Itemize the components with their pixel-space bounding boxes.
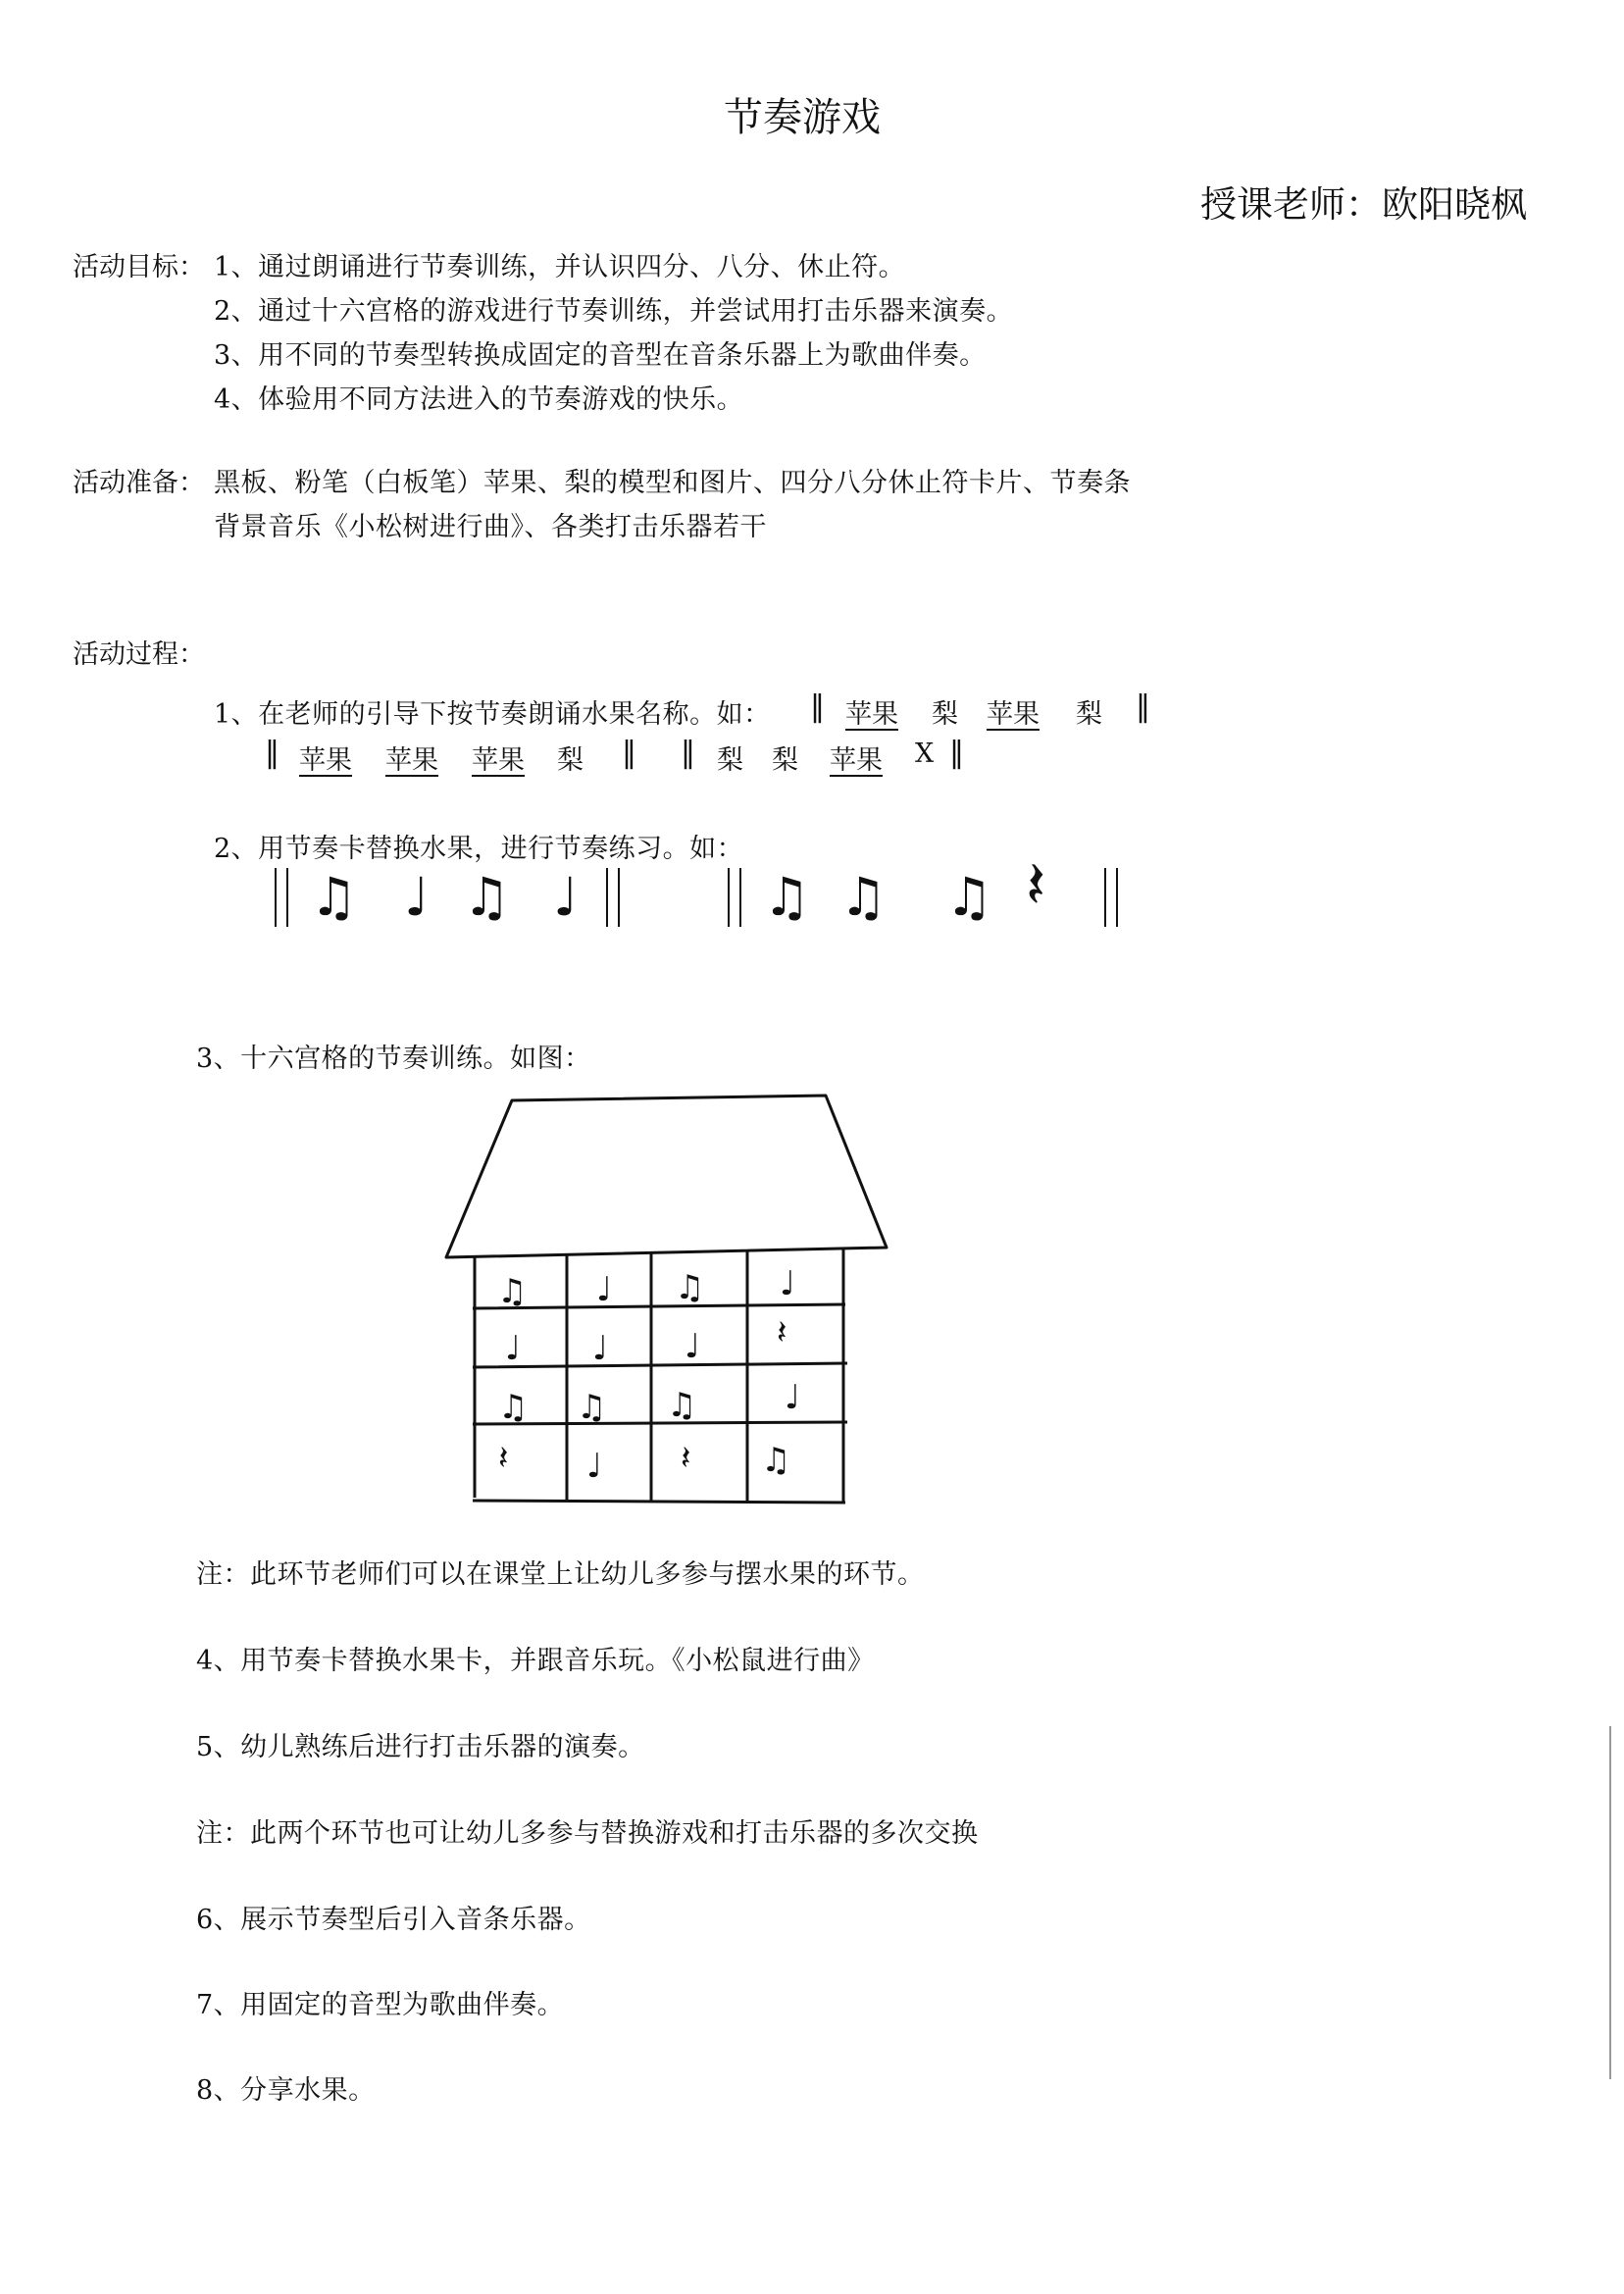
teacher-line <box>1200 175 1527 228</box>
chant-word: 梨 <box>932 699 958 730</box>
eighth-pair-icon: ♫ <box>463 866 511 928</box>
step8-text: 8、分享水果。 <box>196 2075 376 2106</box>
step1-text: 1、在老师的引导下按节奏朗诵水果名称。如： <box>214 699 771 730</box>
rhythm-barline <box>606 868 620 927</box>
goal-item-2: 2、通过十六宫格的游戏进行节奏训练，并尝试用打击乐器来演奏。 <box>214 296 1014 327</box>
grid-cell: ♩ <box>505 1329 522 1368</box>
grid-cell: ♫ <box>675 1268 705 1307</box>
grid-cell: ♩ <box>785 1378 801 1417</box>
barline: ‖ <box>681 736 695 770</box>
barline: ‖ <box>949 736 964 770</box>
grid-cell: ♩ <box>685 1327 701 1366</box>
step6-text: 6、展示节奏型后引入音条乐器。 <box>196 1905 591 1935</box>
prep-line-1: 黑板、粉笔（白板笔）苹果、梨的模型和图片、四分八分休止符卡片、节奏条 <box>214 468 1131 498</box>
chant-word: 苹果 <box>299 745 352 776</box>
rhythm-barline <box>275 868 288 927</box>
teacher-name: 欧阳晓枫 <box>1382 183 1527 226</box>
chant-word: 苹果 <box>385 745 438 776</box>
goal-item-4: 4、体验用不同方法进入的节奏游戏的快乐。 <box>214 384 744 415</box>
step4-text: 4、用节奏卡替换水果卡，并跟音乐玩。《小松鼠进行曲》 <box>196 1646 875 1676</box>
grid-cell: ♫ <box>497 1272 528 1311</box>
chant-word: 苹果 <box>845 699 898 730</box>
grid-cell: 𝄽 <box>777 1313 787 1352</box>
grid-cell: ♩ <box>592 1329 609 1368</box>
goals-label: 活动目标： <box>73 252 205 282</box>
grid-cell: ♩ <box>586 1447 603 1486</box>
chant-word: 苹果 <box>472 745 525 776</box>
grid-cell: ♫ <box>498 1388 529 1427</box>
grid-cell: ♩ <box>596 1270 613 1309</box>
grid-cell: 𝄽 <box>498 1439 509 1478</box>
page-title: 节奏游戏 <box>724 95 881 140</box>
grid-cell: ♫ <box>577 1388 607 1427</box>
chant-word: 梨 <box>1076 699 1102 730</box>
eighth-pair-icon: ♫ <box>310 866 358 928</box>
chant-word: 梨 <box>717 745 743 776</box>
goal-item-1: 1、通过朗诵进行节奏训练，并认识四分、八分、休止符。 <box>214 252 906 282</box>
rhythm-barline <box>728 868 741 927</box>
step3-text: 3、十六宫格的节奏训练。如图： <box>196 1044 591 1074</box>
barline: ‖ <box>810 689 825 724</box>
barline: ‖ <box>1136 689 1150 724</box>
quarter-note-icon: ♩ <box>553 866 579 928</box>
quarter-note-icon: ♩ <box>404 866 430 928</box>
teacher-label: 授课老师： <box>1200 183 1382 226</box>
scan-edge-line <box>1609 1726 1611 2079</box>
prep-label: 活动准备： <box>73 468 205 498</box>
chant-word: X <box>915 739 935 769</box>
barline: ‖ <box>622 736 636 770</box>
barline: ‖ <box>265 736 279 770</box>
chant-word: 苹果 <box>987 699 1040 730</box>
grid-cell: ♫ <box>761 1441 791 1480</box>
step2-text: 2、用节奏卡替换水果，进行节奏练习。如： <box>214 834 744 864</box>
eighth-pair-icon: ♫ <box>945 866 993 928</box>
rhythm-barline <box>1104 868 1118 927</box>
process-label: 活动过程： <box>73 639 205 670</box>
eighth-pair-icon: ♫ <box>763 866 811 928</box>
chant-word: 苹果 <box>830 745 883 776</box>
step7-text: 7、用固定的音型为歌曲伴奏。 <box>196 1990 565 2020</box>
step5-text: 5、幼儿熟练后进行打击乐器的演奏。 <box>196 1732 645 1762</box>
eighth-pair-icon: ♫ <box>839 866 888 928</box>
note-1: 注：此环节老师们可以在课堂上让幼儿多参与摆水果的环节。 <box>196 1559 925 1590</box>
grid-cell: ♫ <box>667 1386 697 1425</box>
prep-line-2: 背景音乐《小松树进行曲》、各类打击乐器若干 <box>214 512 767 542</box>
chant-word: 梨 <box>557 745 584 776</box>
grid-cell: ♩ <box>780 1264 796 1303</box>
grid-cell: 𝄽 <box>681 1439 691 1478</box>
note-2: 注：此两个环节也可让幼儿多参与替换游戏和打击乐器的多次交换 <box>196 1818 979 1849</box>
quarter-rest-icon: 𝄽 <box>1026 847 1046 923</box>
chant-word: 梨 <box>772 745 798 776</box>
goal-item-3: 3、用不同的节奏型转换成固定的音型在音条乐器上为歌曲伴奏。 <box>214 340 987 371</box>
